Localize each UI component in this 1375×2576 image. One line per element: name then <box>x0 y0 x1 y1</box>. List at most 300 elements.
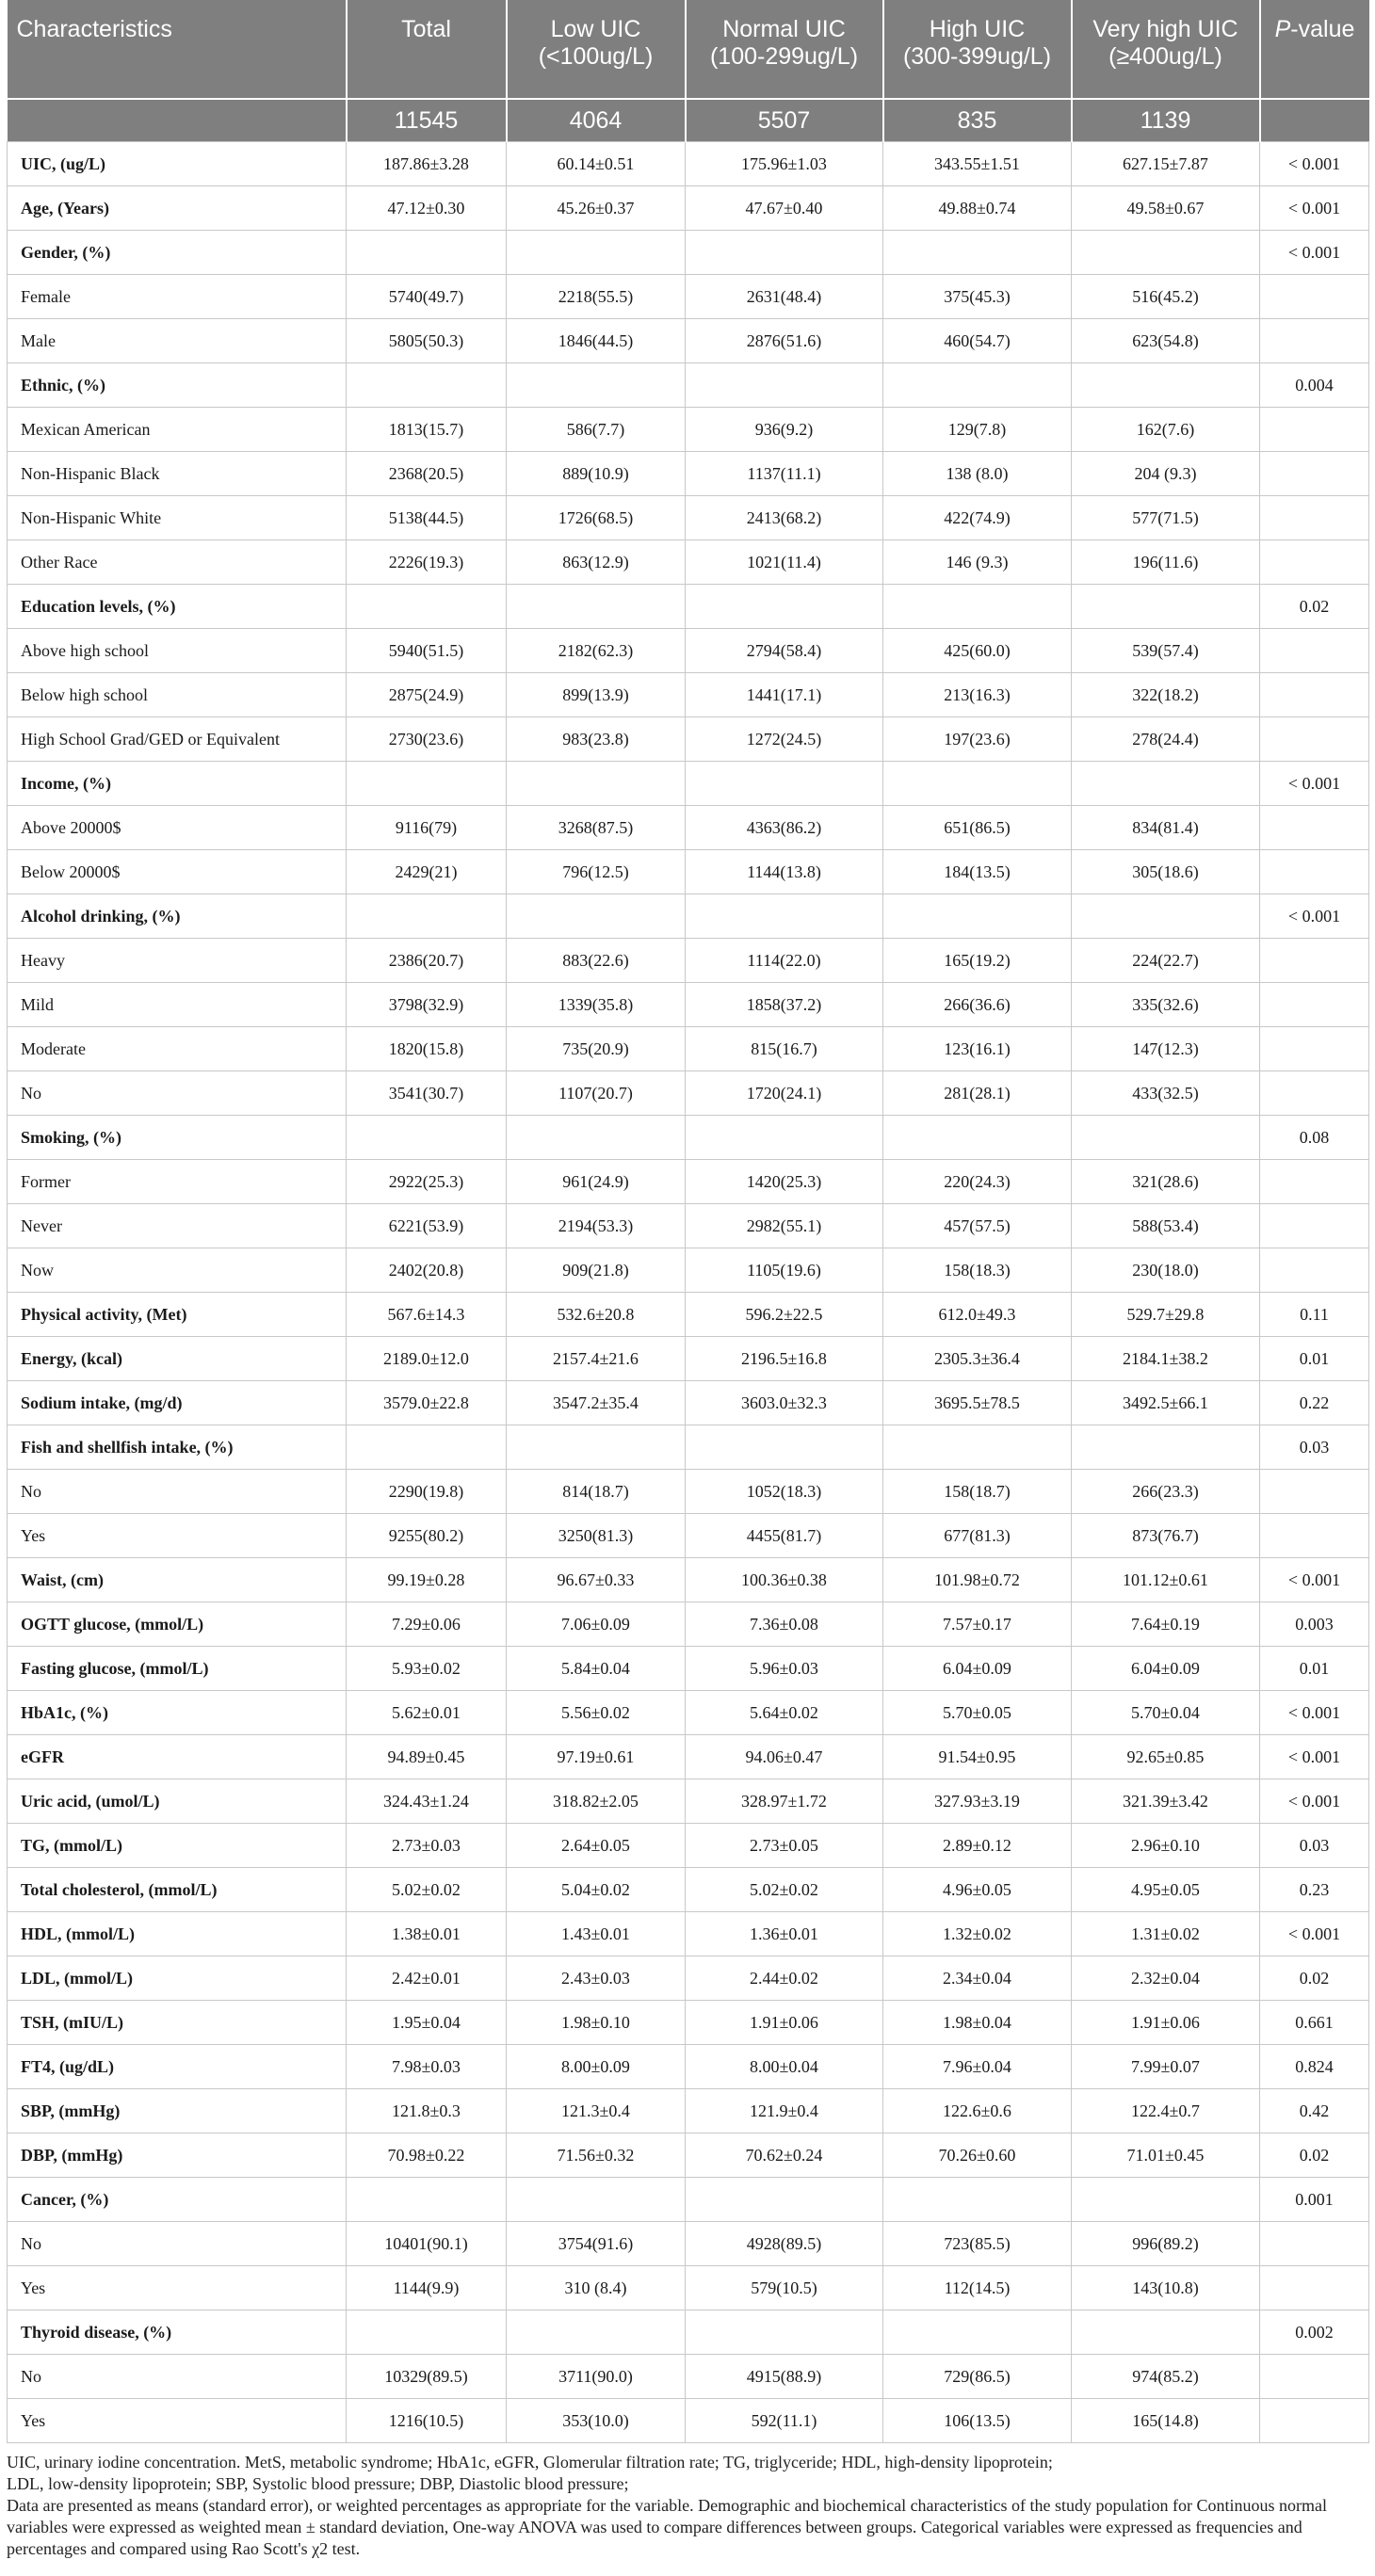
table-row <box>8 1160 1369 1204</box>
table-cell <box>1260 983 1369 1027</box>
table-cell: 2922(25.3) <box>347 1160 507 1204</box>
table-cell: 9116(79) <box>347 806 507 850</box>
table-row <box>8 1514 1369 1558</box>
table-row <box>8 983 1369 1027</box>
row-label: Income, (%) <box>8 762 347 806</box>
table-cell: 7.57±0.17 <box>883 1602 1072 1647</box>
table-cell <box>347 585 507 629</box>
table-cell <box>686 894 883 939</box>
row-label: Moderate <box>8 1027 347 1071</box>
row-label: High School Grad/GED or Equivalent <box>8 717 347 762</box>
table-cell: 735(20.9) <box>507 1027 686 1071</box>
table-cell: 7.36±0.08 <box>686 1602 883 1647</box>
table-cell: 0.03 <box>1260 1824 1369 1868</box>
table-cell: 9255(80.2) <box>347 1514 507 1558</box>
table-header <box>8 0 1369 142</box>
table-cell: 97.19±0.61 <box>507 1735 686 1779</box>
table-cell <box>1260 2266 1369 2310</box>
header-very-high-uic <box>1072 0 1260 99</box>
row-label: DBP, (mmHg) <box>8 2133 347 2178</box>
header-normal-uic <box>686 0 883 99</box>
table-cell <box>883 231 1072 275</box>
table-cell: 0.004 <box>1260 363 1369 408</box>
table-cell: < 0.001 <box>1260 1735 1369 1779</box>
table-cell: 318.82±2.05 <box>507 1779 686 1824</box>
table-row <box>8 186 1369 231</box>
table-cell: 49.58±0.67 <box>1072 186 1260 231</box>
table-cell: 2194(53.3) <box>507 1204 686 1248</box>
table-row <box>8 1116 1369 1160</box>
row-label: Uric acid, (umol/L) <box>8 1779 347 1824</box>
table-row <box>8 231 1369 275</box>
table-cell: 0.11 <box>1260 1293 1369 1337</box>
table-cell: 6.04±0.09 <box>883 1647 1072 1691</box>
table-cell <box>1072 1425 1260 1470</box>
table-cell <box>883 2178 1072 2222</box>
row-label: Gender, (%) <box>8 231 347 275</box>
table-cell: 422(74.9) <box>883 496 1072 540</box>
table-cell <box>1072 363 1260 408</box>
table-cell: 230(18.0) <box>1072 1248 1260 1293</box>
table-cell <box>347 894 507 939</box>
table-cell <box>686 2178 883 2222</box>
table-cell: 99.19±0.28 <box>347 1558 507 1602</box>
table-cell <box>883 585 1072 629</box>
table-cell: 70.62±0.24 <box>686 2133 883 2178</box>
table-cell: 5.64±0.02 <box>686 1691 883 1735</box>
header-label: P <box>1274 16 1291 42</box>
table-cell: 4363(86.2) <box>686 806 883 850</box>
table-cell: 197(23.6) <box>883 717 1072 762</box>
table-row <box>8 806 1369 850</box>
table-cell <box>507 894 686 939</box>
table-cell: 5940(51.5) <box>347 629 507 673</box>
table-cell: 586(7.7) <box>507 408 686 452</box>
table-cell <box>1260 1204 1369 1248</box>
table-cell: 2184.1±38.2 <box>1072 1337 1260 1381</box>
table-cell: 579(10.5) <box>686 2266 883 2310</box>
table-cell: 123(16.1) <box>883 1027 1072 1071</box>
table-cell: 5.96±0.03 <box>686 1647 883 1691</box>
table-cell: 2386(20.7) <box>347 939 507 983</box>
row-label: Education levels, (%) <box>8 585 347 629</box>
table-cell: 7.06±0.09 <box>507 1602 686 1647</box>
table-row <box>8 850 1369 894</box>
row-label: Above high school <box>8 629 347 673</box>
table-row <box>8 142 1369 186</box>
table-cell: 1052(18.3) <box>686 1470 883 1514</box>
table-cell: 1846(44.5) <box>507 319 686 363</box>
table-cell: 814(18.7) <box>507 1470 686 1514</box>
table-cell: 91.54±0.95 <box>883 1735 1072 1779</box>
row-label: Physical activity, (Met) <box>8 1293 347 1337</box>
table-cell: 47.67±0.40 <box>686 186 883 231</box>
table-cell <box>347 762 507 806</box>
row-label: FT4, (ug/dL) <box>8 2045 347 2089</box>
row-label: HDL, (mmol/L) <box>8 1912 347 1956</box>
table-cell <box>1260 408 1369 452</box>
table-cell: 1137(11.1) <box>686 452 883 496</box>
header-total <box>347 0 507 99</box>
header-label: High UIC <box>929 16 1026 42</box>
header-row <box>8 0 1369 99</box>
table-cell: 321.39±3.42 <box>1072 1779 1260 1824</box>
header-high-uic <box>883 0 1072 99</box>
table-row <box>8 2355 1369 2399</box>
table-row <box>8 1248 1369 1293</box>
row-label: Below 20000$ <box>8 850 347 894</box>
table-cell <box>686 231 883 275</box>
table-cell: 6221(53.9) <box>347 1204 507 1248</box>
table-cell: 0.03 <box>1260 1425 1369 1470</box>
table-cell: 5.70±0.04 <box>1072 1691 1260 1735</box>
table-cell <box>1072 894 1260 939</box>
table-cell: 3711(90.0) <box>507 2355 686 2399</box>
header-sublabel: (300-399ug/L) <box>902 43 1052 70</box>
row-label: TSH, (mIU/L) <box>8 2001 347 2045</box>
table-cell <box>686 2310 883 2355</box>
table-cell: 94.06±0.47 <box>686 1735 883 1779</box>
table-cell: 516(45.2) <box>1072 275 1260 319</box>
table-cell <box>1260 673 1369 717</box>
row-label: Smoking, (%) <box>8 1116 347 1160</box>
table-cell <box>347 2310 507 2355</box>
table-cell <box>883 2310 1072 2355</box>
table-row <box>8 1071 1369 1116</box>
table-cell: 324.43±1.24 <box>347 1779 507 1824</box>
table-cell: 5138(44.5) <box>347 496 507 540</box>
row-label: Other Race <box>8 540 347 585</box>
table-cell: 4915(88.9) <box>686 2355 883 2399</box>
table-cell: 121.8±0.3 <box>347 2089 507 2133</box>
table-cell: 529.7±29.8 <box>1072 1293 1260 1337</box>
table-cell: 47.12±0.30 <box>347 186 507 231</box>
table-cell: 71.56±0.32 <box>507 2133 686 2178</box>
table-cell <box>1260 1027 1369 1071</box>
table-cell: 1.98±0.10 <box>507 2001 686 2045</box>
table-cell: 899(13.9) <box>507 673 686 717</box>
table-cell <box>1072 2310 1260 2355</box>
table-row <box>8 452 1369 496</box>
table-cell: 2.34±0.04 <box>883 1956 1072 2001</box>
table-cell <box>507 762 686 806</box>
table-cell: 328.97±1.72 <box>686 1779 883 1824</box>
table-cell: 7.98±0.03 <box>347 2045 507 2089</box>
table-cell <box>1260 806 1369 850</box>
table-cell: 96.67±0.33 <box>507 1558 686 1602</box>
table-cell: 1.31±0.02 <box>1072 1912 1260 1956</box>
table-cell: 5.02±0.02 <box>347 1868 507 1912</box>
table-cell: 3754(91.6) <box>507 2222 686 2266</box>
row-label: Below high school <box>8 673 347 717</box>
table-cell: 815(16.7) <box>686 1027 883 1071</box>
table-cell <box>686 1425 883 1470</box>
count-cell: 1139 <box>1072 99 1260 142</box>
table-row <box>8 1470 1369 1514</box>
row-label: Former <box>8 1160 347 1204</box>
table-cell: 4.95±0.05 <box>1072 1868 1260 1912</box>
table-cell: 1114(22.0) <box>686 939 883 983</box>
table-row <box>8 363 1369 408</box>
row-label: TG, (mmol/L) <box>8 1824 347 1868</box>
table-cell <box>883 363 1072 408</box>
count-cell: 5507 <box>686 99 883 142</box>
table-cell: 1.38±0.01 <box>347 1912 507 1956</box>
row-label: OGTT glucose, (mmol/L) <box>8 1602 347 1647</box>
table-cell: 0.02 <box>1260 2133 1369 2178</box>
table-cell <box>1260 2355 1369 2399</box>
table-body <box>8 142 1369 2443</box>
table-cell: 1441(17.1) <box>686 673 883 717</box>
table-cell: 335(32.6) <box>1072 983 1260 1027</box>
table-row <box>8 408 1369 452</box>
table-cell <box>347 1116 507 1160</box>
table-cell: 0.02 <box>1260 585 1369 629</box>
table-cell: 143(10.8) <box>1072 2266 1260 2310</box>
table-cell: 1144(13.8) <box>686 850 883 894</box>
table-cell: 220(24.3) <box>883 1160 1072 1204</box>
table-cell: 974(85.2) <box>1072 2355 1260 2399</box>
table-cell: 94.89±0.45 <box>347 1735 507 1779</box>
table-cell: < 0.001 <box>1260 762 1369 806</box>
table-cell: 0.01 <box>1260 1647 1369 1691</box>
table-cell <box>1260 452 1369 496</box>
row-label: Fasting glucose, (mmol/L) <box>8 1647 347 1691</box>
table-row <box>8 319 1369 363</box>
table-cell <box>1260 1071 1369 1116</box>
table-cell: 147(12.3) <box>1072 1027 1260 1071</box>
row-label: Energy, (kcal) <box>8 1337 347 1381</box>
table-cell <box>883 1425 1072 1470</box>
table-cell: 2226(19.3) <box>347 540 507 585</box>
table-cell: 2631(48.4) <box>686 275 883 319</box>
table-row <box>8 2045 1369 2089</box>
table-cell: 129(7.8) <box>883 408 1072 452</box>
table-cell <box>1260 629 1369 673</box>
table-cell: < 0.001 <box>1260 894 1369 939</box>
table-cell: 0.08 <box>1260 1116 1369 1160</box>
table-cell: 883(22.6) <box>507 939 686 983</box>
row-label: Ethnic, (%) <box>8 363 347 408</box>
count-cell <box>8 99 347 142</box>
table-cell: 3603.0±32.3 <box>686 1381 883 1425</box>
table-cell: < 0.001 <box>1260 1691 1369 1735</box>
table-cell: 106(13.5) <box>883 2399 1072 2443</box>
row-label: No <box>8 1071 347 1116</box>
count-cell: 4064 <box>507 99 686 142</box>
count-row <box>8 99 1369 142</box>
table-row <box>8 2222 1369 2266</box>
table-cell: 1107(20.7) <box>507 1071 686 1116</box>
table-cell: 2182(62.3) <box>507 629 686 673</box>
table-cell: 1.32±0.02 <box>883 1912 1072 1956</box>
table-cell: 310 (8.4) <box>507 2266 686 2310</box>
row-label: Never <box>8 1204 347 1248</box>
table-row <box>8 2133 1369 2178</box>
table-row <box>8 540 1369 585</box>
table-cell: 460(54.7) <box>883 319 1072 363</box>
table-cell: 2.73±0.05 <box>686 1824 883 1868</box>
table-row <box>8 2399 1369 2443</box>
table-cell <box>883 762 1072 806</box>
table-cell <box>347 231 507 275</box>
table-cell <box>507 363 686 408</box>
table-cell: 3798(32.9) <box>347 983 507 1027</box>
table-cell: 2305.3±36.4 <box>883 1337 1072 1381</box>
table-cell <box>507 1116 686 1160</box>
table-cell: 1216(10.5) <box>347 2399 507 2443</box>
row-label: HbA1c, (%) <box>8 1691 347 1735</box>
table-cell: < 0.001 <box>1260 142 1369 186</box>
table-cell: 936(9.2) <box>686 408 883 452</box>
table-cell: 433(32.5) <box>1072 1071 1260 1116</box>
table-row <box>8 673 1369 717</box>
table-cell: 0.001 <box>1260 2178 1369 2222</box>
table-cell: 2730(23.6) <box>347 717 507 762</box>
row-label: Yes <box>8 2266 347 2310</box>
table-cell: 7.29±0.06 <box>347 1602 507 1647</box>
table-cell: 2402(20.8) <box>347 1248 507 1293</box>
table-cell: 1.91±0.06 <box>686 2001 883 2045</box>
table-cell: 2.32±0.04 <box>1072 1956 1260 2001</box>
table-cell: 4928(89.5) <box>686 2222 883 2266</box>
footnote-line: LDL, low-density lipoprotein; SBP, Systolic blood pressure; DBP, Diastolic blood pressure; <box>7 2474 629 2493</box>
table-cell: 101.12±0.61 <box>1072 1558 1260 1602</box>
row-label: Sodium intake, (mg/d) <box>8 1381 347 1425</box>
table-cell <box>686 585 883 629</box>
table-cell <box>1260 540 1369 585</box>
count-cell: 11545 <box>347 99 507 142</box>
row-label: Fish and shellfish intake, (%) <box>8 1425 347 1470</box>
table-cell <box>686 363 883 408</box>
table-cell: 3268(87.5) <box>507 806 686 850</box>
table-row <box>8 1824 1369 1868</box>
table-cell: 101.98±0.72 <box>883 1558 1072 1602</box>
table-cell: 5740(49.7) <box>347 275 507 319</box>
table-cell: 1.98±0.04 <box>883 2001 1072 2045</box>
characteristics-table <box>7 0 1369 2443</box>
table-cell: 532.6±20.8 <box>507 1293 686 1337</box>
table-cell: 2368(20.5) <box>347 452 507 496</box>
row-label: Cancer, (%) <box>8 2178 347 2222</box>
table-cell: 146 (9.3) <box>883 540 1072 585</box>
table-row <box>8 1735 1369 1779</box>
header-sublabel: (<100ug/L) <box>538 43 654 70</box>
table-cell: 677(81.3) <box>883 1514 1072 1558</box>
table-cell <box>1260 1514 1369 1558</box>
row-label: Yes <box>8 1514 347 1558</box>
table-row <box>8 275 1369 319</box>
table-row <box>8 939 1369 983</box>
table-cell <box>1260 275 1369 319</box>
table-cell: 961(24.9) <box>507 1160 686 1204</box>
table-cell: 7.64±0.19 <box>1072 1602 1260 1647</box>
table-cell: 539(57.4) <box>1072 629 1260 673</box>
table-cell <box>883 1116 1072 1160</box>
row-label: Thyroid disease, (%) <box>8 2310 347 2355</box>
table-cell <box>1260 850 1369 894</box>
table-cell: 3579.0±22.8 <box>347 1381 507 1425</box>
table-cell: 577(71.5) <box>1072 496 1260 540</box>
table-cell <box>686 1116 883 1160</box>
table-row <box>8 1602 1369 1647</box>
table-cell: 165(19.2) <box>883 939 1072 983</box>
table-cell: 567.6±14.3 <box>347 1293 507 1337</box>
table-cell: 3541(30.7) <box>347 1071 507 1116</box>
header-label: Normal UIC <box>722 16 846 42</box>
table-cell: 1.36±0.01 <box>686 1912 883 1956</box>
table-row <box>8 2310 1369 2355</box>
table-cell: 796(12.5) <box>507 850 686 894</box>
table-cell: 2.42±0.01 <box>347 1956 507 2001</box>
table-row <box>8 1381 1369 1425</box>
table-cell: 1144(9.9) <box>347 2266 507 2310</box>
header-label: Very high UIC <box>1092 16 1238 42</box>
row-label: Heavy <box>8 939 347 983</box>
table-cell: 2.89±0.12 <box>883 1824 1072 1868</box>
table-cell: 0.824 <box>1260 2045 1369 2089</box>
table-cell: < 0.001 <box>1260 1779 1369 1824</box>
table-cell: 1813(15.7) <box>347 408 507 452</box>
table-cell: 165(14.8) <box>1072 2399 1260 2443</box>
table-cell: 2218(55.5) <box>507 275 686 319</box>
table-row <box>8 1691 1369 1735</box>
table-cell: 3492.5±66.1 <box>1072 1381 1260 1425</box>
table-cell: 138 (8.0) <box>883 452 1072 496</box>
table-cell: < 0.001 <box>1260 1558 1369 1602</box>
table-cell: 6.04±0.09 <box>1072 1647 1260 1691</box>
table-cell: 92.65±0.85 <box>1072 1735 1260 1779</box>
table-cell: 196(11.6) <box>1072 540 1260 585</box>
row-label: Male <box>8 319 347 363</box>
table-cell: 224(22.7) <box>1072 939 1260 983</box>
row-label: Alcohol drinking, (%) <box>8 894 347 939</box>
row-label: UIC, (ug/L) <box>8 142 347 186</box>
table-cell: 0.42 <box>1260 2089 1369 2133</box>
table-cell: 0.23 <box>1260 1868 1369 1912</box>
table-row <box>8 2266 1369 2310</box>
table-cell: 1272(24.5) <box>686 717 883 762</box>
table-cell <box>686 762 883 806</box>
table-cell: 3695.5±78.5 <box>883 1381 1072 1425</box>
table-cell: 2189.0±12.0 <box>347 1337 507 1381</box>
table-cell: 10401(90.1) <box>347 2222 507 2266</box>
table-cell: 3547.2±35.4 <box>507 1381 686 1425</box>
table-cell: 2875(24.9) <box>347 673 507 717</box>
table-cell: 1.91±0.06 <box>1072 2001 1260 2045</box>
row-label: Non-Hispanic White <box>8 496 347 540</box>
table-cell: 1858(37.2) <box>686 983 883 1027</box>
table-row <box>8 1204 1369 1248</box>
table-cell <box>347 1425 507 1470</box>
table-cell <box>1260 939 1369 983</box>
table-cell <box>1072 231 1260 275</box>
table-cell: 2876(51.6) <box>686 319 883 363</box>
table-cell: < 0.001 <box>1260 186 1369 231</box>
table-cell: 121.9±0.4 <box>686 2089 883 2133</box>
table-cell: 2.96±0.10 <box>1072 1824 1260 1868</box>
count-cell <box>1260 99 1369 142</box>
row-label: Above 20000$ <box>8 806 347 850</box>
table-cell: 122.6±0.6 <box>883 2089 1072 2133</box>
table-cell: 1820(15.8) <box>347 1027 507 1071</box>
header-label: Total <box>401 16 451 42</box>
table-cell: 457(57.5) <box>883 1204 1072 1248</box>
row-label: Waist, (cm) <box>8 1558 347 1602</box>
table-cell: 5.56±0.02 <box>507 1691 686 1735</box>
table-cell <box>1072 1116 1260 1160</box>
table-cell <box>1072 585 1260 629</box>
